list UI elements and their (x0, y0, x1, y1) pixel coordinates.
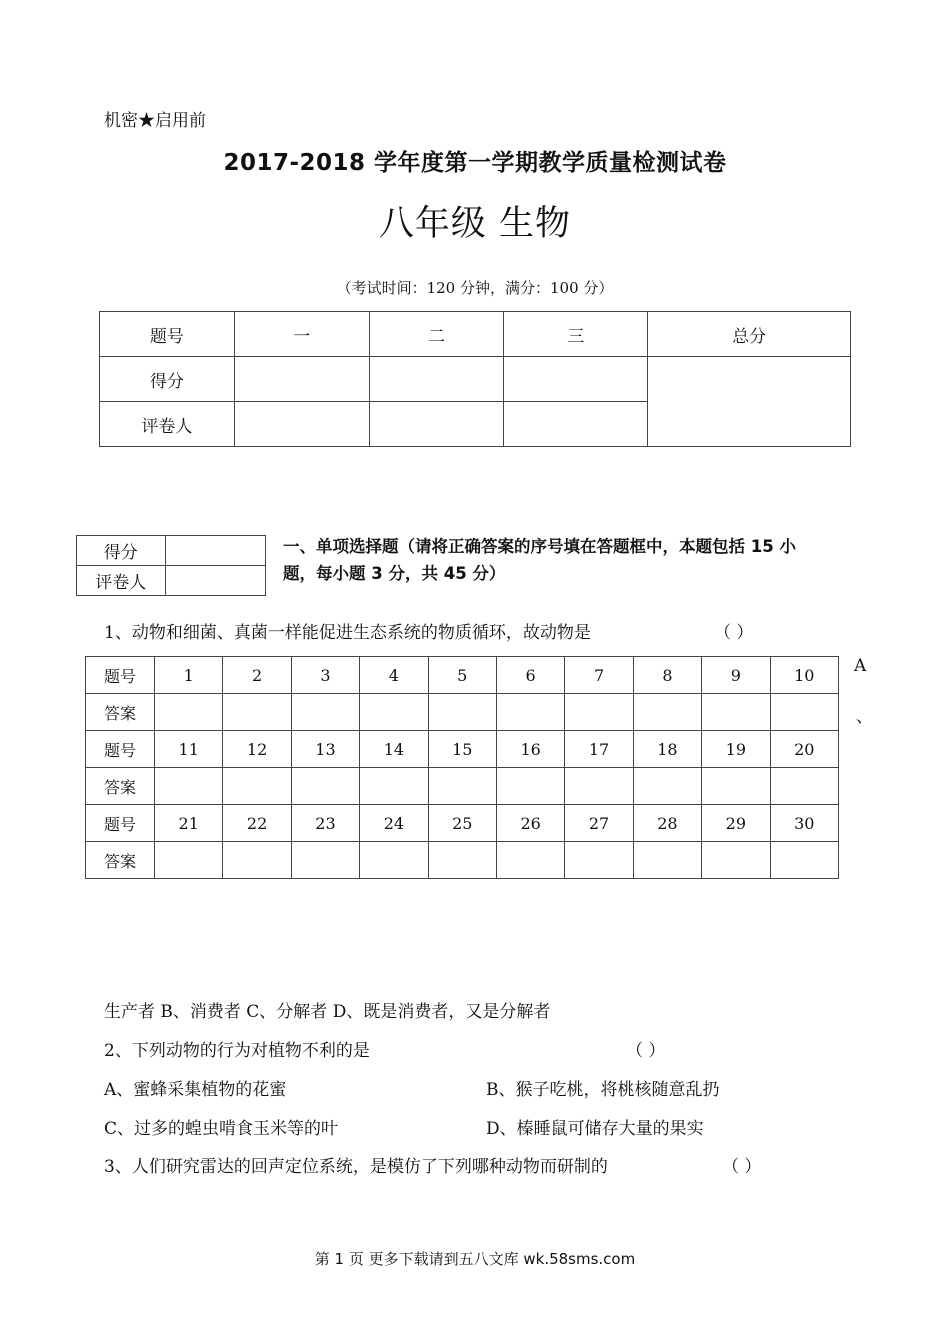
answer-grid-answer-cell[interactable] (633, 842, 701, 879)
answer-grid-answer-cell[interactable] (633, 768, 701, 805)
question-2-option-d: D、榛睡鼠可储存大量的果实 (486, 1119, 704, 1139)
score-header-total: 总分 (648, 312, 851, 357)
answer-grid-answer-cell[interactable] (360, 768, 428, 805)
question-2-paren: （ ） (626, 1041, 666, 1061)
score-header-part2: 二 (369, 312, 504, 357)
answer-grid-answer-cell[interactable] (155, 694, 223, 731)
answer-grid-number: 6 (496, 657, 564, 694)
question-1-options: 生产者 B、消费者 C、分解者 D、既是消费者，又是分解者 (104, 1002, 551, 1022)
answer-grid-answer-cell[interactable] (770, 768, 838, 805)
question-3-stem: 3、人们研究雷达的回声定位系统，是模仿了下列哪种动物而研制的 (104, 1157, 608, 1177)
answer-grid-answer-label: 答案 (86, 694, 155, 731)
answer-grid (85, 656, 839, 879)
answer-grid-number: 4 (360, 657, 428, 694)
answer-grid-number: 25 (428, 805, 496, 842)
answer-grid-number: 20 (770, 731, 838, 768)
answer-grid-answer-cell[interactable] (291, 842, 359, 879)
answer-grid-answer-cell[interactable] (428, 842, 496, 879)
answer-grid-answer-cell[interactable] (633, 694, 701, 731)
section-grader-cell[interactable] (165, 566, 265, 596)
score-header-part3: 三 (504, 312, 648, 357)
section-grader-box (76, 535, 266, 596)
answer-grid-number: 9 (702, 657, 770, 694)
answer-grid-answer-cell[interactable] (496, 694, 564, 731)
subject-title: 八年级 生物 (378, 204, 572, 244)
answer-grid-answer-cell[interactable] (702, 768, 770, 805)
answer-grid-number: 26 (496, 805, 564, 842)
answer-grid-number: 1 (155, 657, 223, 694)
answer-grid-answer-cell[interactable] (291, 694, 359, 731)
answer-grid-number-label: 题号 (86, 731, 155, 768)
answer-grid-answer-cell[interactable] (360, 842, 428, 879)
answer-grid-number: 7 (565, 657, 633, 694)
answer-grid-number: 17 (565, 731, 633, 768)
question-3-paren: （ ） (722, 1157, 762, 1177)
answer-grid-number: 10 (770, 657, 838, 694)
answer-grid-number: 11 (155, 731, 223, 768)
score-header-number: 题号 (100, 312, 235, 357)
answer-grid-number: 18 (633, 731, 701, 768)
answer-grid-number: 5 (428, 657, 496, 694)
page-footer: 第 1 页 更多下载请到五八文库 wk.58sms.com (314, 1250, 636, 1268)
answer-grid-answer-cell[interactable] (702, 694, 770, 731)
answer-grid-number-label: 题号 (86, 805, 155, 842)
answer-grid-number: 3 (291, 657, 359, 694)
score-cell[interactable] (234, 357, 369, 402)
section-heading (283, 533, 883, 587)
answer-grid-number: 2 (223, 657, 291, 694)
answer-grid-number: 12 (223, 731, 291, 768)
answer-grid-answer-cell[interactable] (291, 768, 359, 805)
score-row-label: 得分 (100, 357, 235, 402)
question-1-paren: （ ） (714, 623, 754, 643)
answer-grid-number: 29 (702, 805, 770, 842)
question-2-option-b: B、猴子吃桃，将桃核随意乱扔 (486, 1080, 720, 1100)
answer-grid-number: 8 (633, 657, 701, 694)
answer-grid-number: 13 (291, 731, 359, 768)
exam-info: （考试时间：120 分钟，满分：100 分） (336, 279, 614, 297)
section-score-cell[interactable] (165, 536, 265, 566)
answer-grid-number: 16 (496, 731, 564, 768)
answer-grid-answer-label: 答案 (86, 842, 155, 879)
answer-grid-number: 21 (155, 805, 223, 842)
answer-grid-answer-cell[interactable] (770, 842, 838, 879)
answer-grid-answer-cell[interactable] (496, 842, 564, 879)
question-1-option-a-mark: 、 (856, 707, 873, 727)
answer-grid-number: 28 (633, 805, 701, 842)
confidential-label: 机密★启用前 (104, 111, 206, 131)
answer-grid-number-label: 题号 (86, 657, 155, 694)
score-cell[interactable] (369, 357, 504, 402)
grader-cell[interactable] (234, 402, 369, 447)
answer-grid-answer-cell[interactable] (565, 842, 633, 879)
answer-grid-answer-cell[interactable] (565, 768, 633, 805)
question-2-option-c: C、过多的蝗虫啃食玉米等的叶 (104, 1119, 339, 1139)
total-score-cell[interactable] (648, 357, 851, 447)
answer-grid-number: 24 (360, 805, 428, 842)
answer-grid-answer-cell[interactable] (428, 694, 496, 731)
section-score-label: 得分 (77, 536, 166, 566)
answer-grid-answer-cell[interactable] (223, 694, 291, 731)
answer-grid-number: 14 (360, 731, 428, 768)
answer-grid-answer-label: 答案 (86, 768, 155, 805)
score-header-part1: 一 (234, 312, 369, 357)
score-cell[interactable] (504, 357, 648, 402)
answer-grid-answer-cell[interactable] (155, 768, 223, 805)
section-grader-label: 评卷人 (77, 566, 166, 596)
grader-cell[interactable] (369, 402, 504, 447)
section-heading-line1: 一、单项选择题（请将正确答案的序号填在答题框中，本题包括 15 小 (283, 537, 796, 556)
grader-row-label: 评卷人 (100, 402, 235, 447)
answer-grid-answer-cell[interactable] (223, 768, 291, 805)
score-summary-table (99, 311, 851, 447)
question-1-option-a-letter: A (854, 656, 867, 676)
question-2-stem: 2、下列动物的行为对植物不利的是 (104, 1041, 370, 1061)
answer-grid-number: 22 (223, 805, 291, 842)
answer-grid-number: 15 (428, 731, 496, 768)
answer-grid-answer-cell[interactable] (360, 694, 428, 731)
grader-cell[interactable] (504, 402, 648, 447)
answer-grid-answer-cell[interactable] (223, 842, 291, 879)
answer-grid-answer-cell[interactable] (702, 842, 770, 879)
answer-grid-answer-cell[interactable] (770, 694, 838, 731)
answer-grid-answer-cell[interactable] (155, 842, 223, 879)
question-1-stem: 1、动物和细菌、真菌一样能促进生态系统的物质循环，故动物是 (104, 623, 591, 643)
question-2-option-a: A、蜜蜂采集植物的花蜜 (104, 1080, 287, 1100)
exam-title: 2017-2018 学年度第一学期教学质量检测试卷 (223, 150, 727, 176)
answer-grid-number: 30 (770, 805, 838, 842)
answer-grid-number: 19 (702, 731, 770, 768)
section-heading-line2: 题，每小题 3 分，共 45 分） (283, 564, 506, 583)
answer-grid-number: 23 (291, 805, 359, 842)
answer-grid-answer-cell[interactable] (496, 768, 564, 805)
answer-grid-answer-cell[interactable] (565, 694, 633, 731)
answer-grid-number: 27 (565, 805, 633, 842)
answer-grid-answer-cell[interactable] (428, 768, 496, 805)
